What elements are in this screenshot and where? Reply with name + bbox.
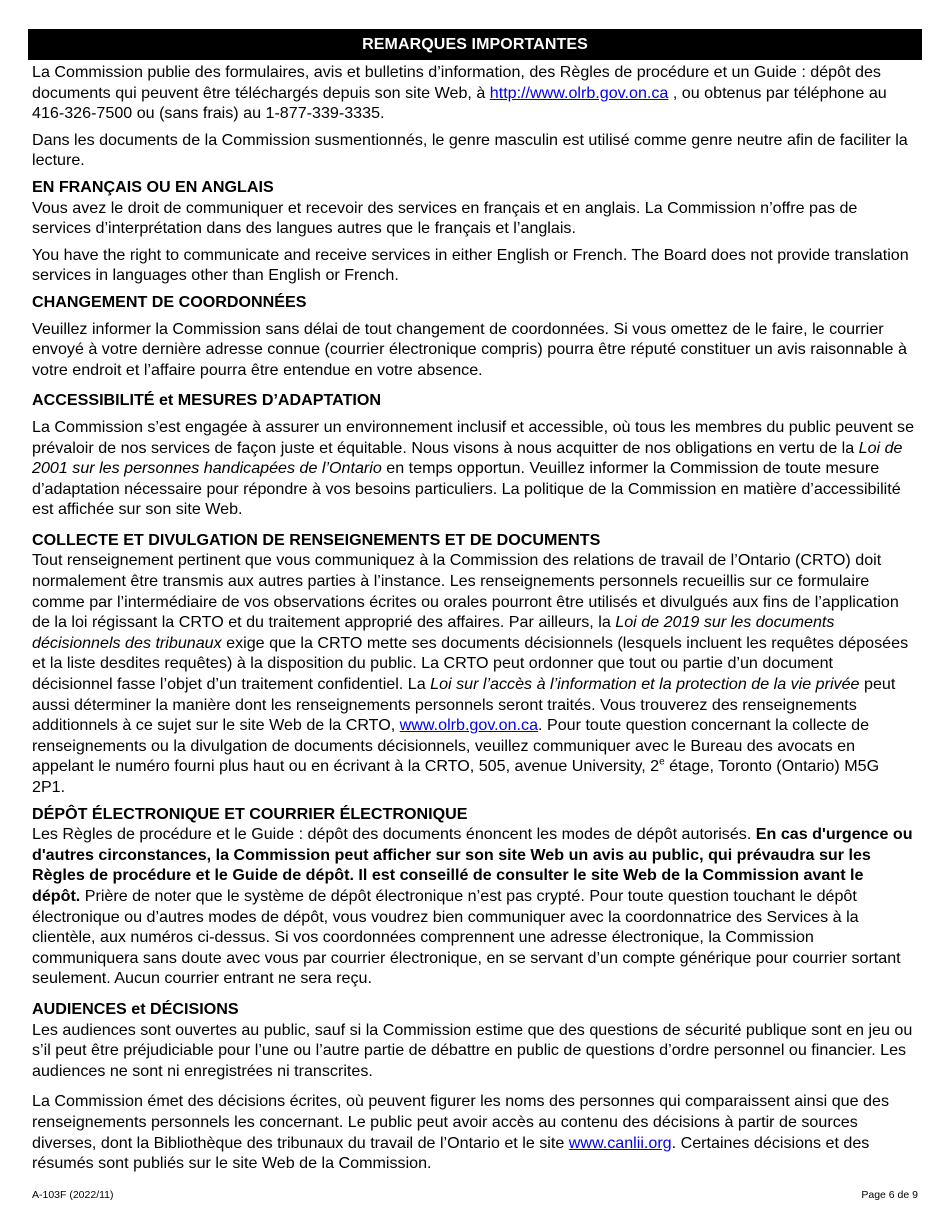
gender-note-paragraph: Dans les documents de la Commission susmentionnés, le genre masculin est utilisé comme genre neutre afin de faciliter la lecture.: [32, 130, 908, 170]
intro-text: La Commission publie des formulaires, avis et bulletins d’information, des Règles de procédure et un Guide : dépôt des documents qui peuvent être téléchargés depuis son site Web, à: [32, 63, 881, 102]
efiling-text: Les Règles de procédure et le Guide : dépôt des documents énoncent les modes de dépôt autorisés.: [32, 825, 756, 844]
decisions-text-end: . Certaines décisions et des résumés sont publiés sur le site Web de la Commission.: [32, 1133, 870, 1173]
collection-paragraph: [32, 550, 916, 797]
decisions-paragraph: [32, 1091, 916, 1173]
efiling-heading: DÉPÔT ÉLECTRONIQUE ET COURRIER ÉLECTRONIQUE: [32, 804, 468, 823]
section-banner: [28, 29, 922, 60]
collection-heading: COLLECTE ET DIVULGATION DE RENSEIGNEMENTS ET DE DOCUMENTS: [32, 530, 601, 549]
intro-text-end: , ou obtenus par téléphone au 416-326-7500 ou (sans frais) au 1-877-339-3335.: [32, 83, 887, 123]
accessibility-heading: ACCESSIBILITÉ et MESURES D’ADAPTATION: [32, 391, 382, 410]
intro-paragraph: [32, 62, 916, 124]
collection-text-3: peut aussi déterminer la manière dont les renseignements personnels seront traités. Vous trouverez des renseignements additionnels à ce sujet sur le site Web de la CRTO,: [32, 675, 896, 735]
collection-text-2: exige que la CRTO mette ses documents décisionnels (lesquels incluent les requêtes déposées et la liste desdites requêtes) à la disposition du public. La CRTO peut ordonner que tout ou partie d’un document décisionnel fasse l’objet d’un traitement confidentiel. La: [32, 633, 909, 694]
form-code: A-103F (2022/11): [32, 1189, 114, 1201]
accessibility-text-end: en temps opportun. Veuillez informer la Commission de toute mesure d’adaptation nécessaire pour répondre à vos besoins particuliers. La politique de la Commission en matière d’accessibilité est affichée sur son site Web.: [32, 459, 901, 519]
hearings-paragraph: Les audiences sont ouvertes au public, sauf si la Commission estime que des questions de sécurité publique sont en jeu ou s’il peut être préjudiciable pour l’une ou l’autre partie de débattre en public de questions d’ordre personnel ou financier. Les audiences ne sont ni enregistrées ni transcrites.: [32, 1020, 913, 1080]
contact-change-heading: CHANGEMENT DE COORDONNÉES: [32, 292, 307, 311]
languages-english-paragraph: You have the right to communicate and receive services in either English or French. The Board does not provide translation services in languages other than English or French.: [32, 245, 909, 285]
floor-superscript: e: [659, 757, 665, 769]
contact-change-paragraph: Veuillez informer la Commission sans délai de tout changement de coordonnées. Si vous omettez de le faire, le courrier envoyé à votre dernière adresse connue (courrier électronique compris) pourra être réputé constituer un avis raisonnable à votre endroit et l’affaire pourra être entendue en votre absence.: [32, 319, 907, 379]
hearings-heading: AUDIENCES et DÉCISIONS: [32, 999, 239, 1018]
collection-law-title-1: Loi de 2019 sur les documents décisionnels des tribunaux: [32, 613, 835, 652]
collection-law-title-2: Loi sur l’accès à l’information et la protection de la vie privée: [430, 675, 860, 694]
canlii-link[interactable]: www.canlii.org: [568, 1133, 672, 1152]
accessibility-law-title: Loi de 2001 sur les personnes handicapées de l’Ontario: [32, 438, 903, 478]
banner-title: REMARQUES IMPORTANTES: [362, 35, 588, 53]
efiling-warning: En cas d'urgence ou d'autres circonstances, la Commission peut afficher sur son site Web un avis au public, qui prévaudra sur les Règles de procédure et le Guide de dépôt. Il est conseillé de consulter le site Web de la Commission avant le dépôt.: [32, 825, 913, 905]
crto-website-link[interactable]: www.olrb.gov.on.ca: [399, 716, 539, 735]
accessibility-text: La Commission s’est engagée à assurer un environnement inclusif et accessible, où tous les membres du public peuvent se prévaloir de nos services de façon juste et équitable. Nous visons à nous acquitter de nos obligations en vertu de la: [32, 417, 915, 457]
page-number: Page 6 de 9: [861, 1189, 918, 1201]
decisions-text: La Commission émet des décisions écrites, où peuvent figurer les noms des personnes qui comparaissent ainsi que des renseignements personnels les concernant. Le public peut avoir accès au contenu des décisions à partir de sources diverses, dont la Bibliothèque des tribunaux du travail de l’Ontario et le site: [32, 1092, 889, 1152]
collection-text-1: Tout renseignement pertinent que vous communiquez à la Commission des relations de travail de l’Ontario (CRTO) doit normalement être transmis aux autres parties à l’instance. Les renseignements personnels recueillis sur ce formulaire comme par l’intermédiaire de vos observations écrites ou orales pourront être utilisés et divulgués aux fins de l’application de la loi régissant la CRTO et du traitement approprié des affaires. Par ailleurs, la: [32, 551, 899, 632]
efiling-text-end: Prière de noter que le système de dépôt électronique n’est pas crypté. Pour toute question touchant le dépôt électronique ou d’autres modes de dépôt, vous voudrez bien communiquer avec la coordonnatrice des Services à la clientèle, aux numéros ci-dessus. Si vos coordonnées comprennent une adresse électronique, la Commission communiquera sans doute avec vous par courrier électronique, en se servant d’un compte générique pour courrier sortant seulement. Aucun courrier entrant ne sera reçu.: [32, 886, 901, 988]
olrb-website-link[interactable]: http://www.olrb.gov.on.ca: [489, 83, 669, 102]
accessibility-paragraph: [32, 417, 916, 520]
collection-text-5: étage, Toronto (Ontario) M5G 2P1.: [32, 757, 880, 796]
languages-french-paragraph: Vous avez le droit de communiquer et recevoir des services en français et en anglais. La Commission n’offre pas de services d’interprétation dans des langues autres que le français et l’anglais.: [32, 198, 858, 238]
notice-content: [32, 62, 916, 1174]
collection-text-4: . Pour toute question concernant la collecte de renseignements ou la divulgation de documents décisionnels, veuillez communiquer avec le Bureau des avocats en appelant le numéro fourni plus haut ou en écrivant à la CRTO, 505, avenue University, 2: [32, 716, 870, 776]
efiling-paragraph: [32, 824, 916, 989]
languages-heading: EN FRANÇAIS OU EN ANGLAIS: [32, 177, 274, 196]
